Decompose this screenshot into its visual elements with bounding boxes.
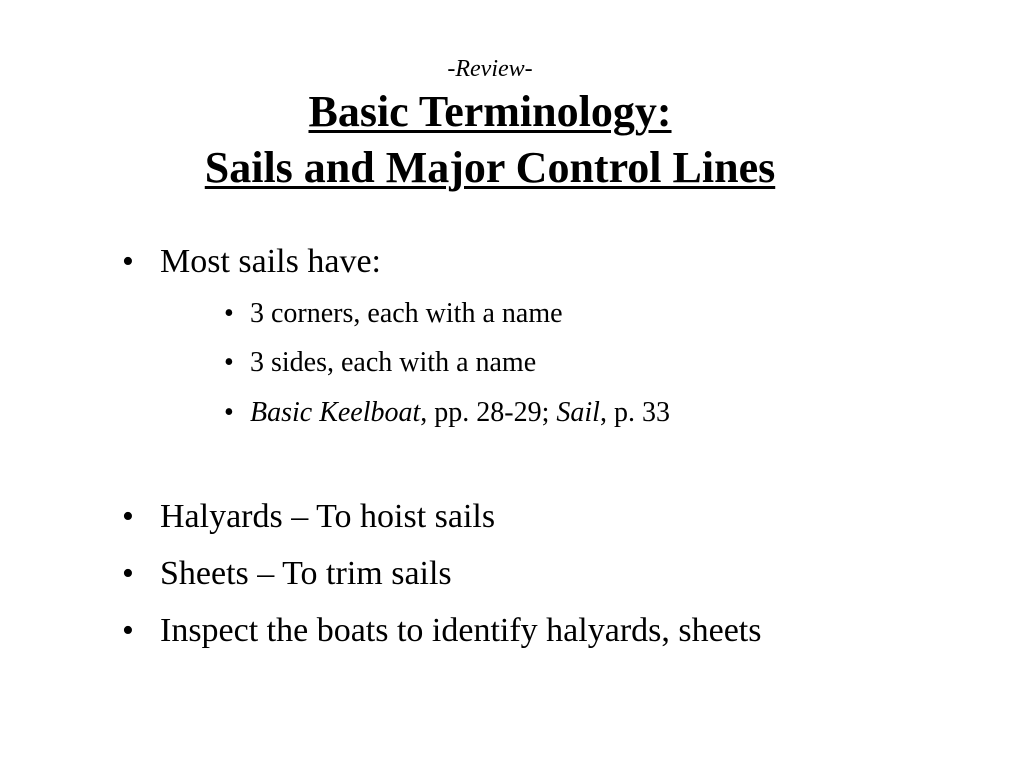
bullet-halyards	[122, 497, 495, 537]
bullet-dot: •	[122, 555, 134, 592]
bullet-most-sails	[122, 242, 381, 282]
slide-subtitle: -Review-	[447, 56, 533, 82]
sub-bullet-reference	[224, 396, 670, 430]
sub-bullet-corners	[224, 297, 563, 331]
sub-bullet-text: 3 corners, each with a name	[250, 298, 563, 329]
bullet-dot: •	[122, 612, 134, 649]
bullet-dot: •	[224, 298, 234, 329]
reference-page-2: , p. 33	[599, 397, 670, 428]
slide-title-line-2: Sails and Major Control Lines	[204, 143, 776, 192]
bullet-text: Halyards – To hoist sails	[160, 498, 496, 535]
reference-book-title: Basic Keelboat	[250, 397, 421, 428]
reference-book-title-2: Sail	[556, 397, 600, 428]
bullet-dot: •	[224, 347, 234, 378]
bullet-text: Inspect the boats to identify halyards, sheets	[160, 612, 762, 649]
bullet-dot: •	[224, 397, 234, 428]
bullet-inspect-boats	[122, 611, 761, 651]
bullet-text: Most sails have:	[160, 243, 381, 280]
bullet-dot: •	[122, 498, 134, 535]
slide-title-line-1: Basic Terminology:	[308, 87, 672, 136]
sub-bullet-sides	[224, 346, 536, 380]
reference-pages: , pp. 28-29;	[420, 397, 557, 428]
title-block	[0, 54, 980, 196]
bullet-sheets	[122, 554, 452, 594]
bullet-dot: •	[122, 243, 134, 280]
sub-bullet-text: 3 sides, each with a name	[250, 347, 537, 378]
bullet-text: Sheets – To trim sails	[160, 555, 452, 592]
